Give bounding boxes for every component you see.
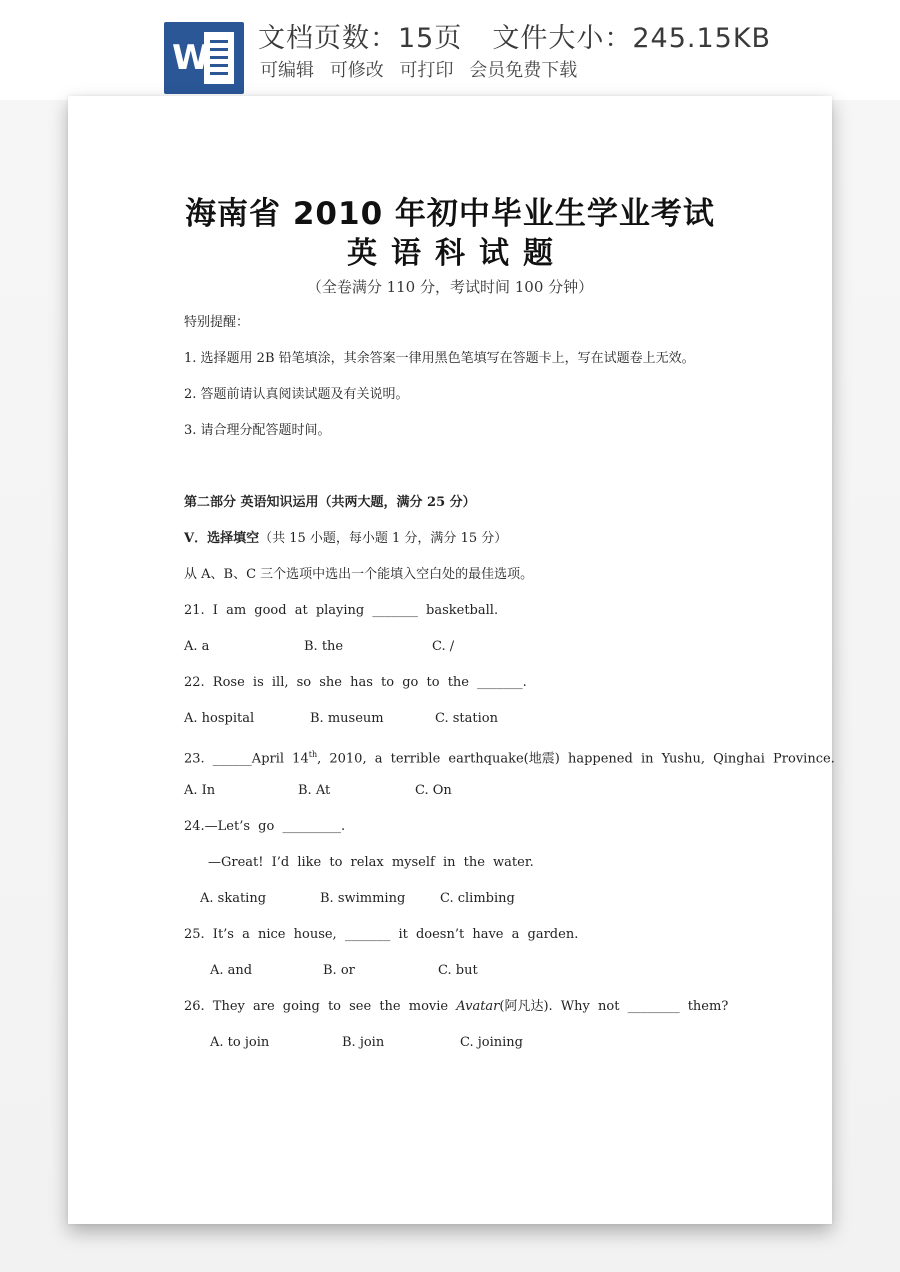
question-26-option-b: B. join (342, 1035, 385, 1050)
question-22-stem: 22. Rose is ill, so she has to go to the _______. (184, 675, 527, 690)
word-icon (164, 22, 244, 94)
document-title: 海南省 2010 年初中毕业生学业考试 (185, 196, 715, 232)
question-25-option-a: A. and (210, 963, 253, 978)
section-label: V．选择填空 (184, 531, 260, 546)
question-21-stem: 21. I am good at playing _______ basketball. (184, 603, 499, 618)
reminder-heading: 特别提醒： (184, 315, 250, 330)
feature-editable: 可编辑 (260, 60, 314, 81)
score-note: （全卷满分 110 分，考试时间 100 分钟） (306, 278, 594, 296)
question-23-option-b: B. At (298, 783, 331, 798)
reminder-1: 1. 选择题用 2B 铅笔填涂，其余答案一律用黑色笔填写在答题卡上，写在试题卷上无效。 (184, 351, 695, 366)
instruction: 从 A、B、C 三个选项中选出一个能填入空白处的最佳选项。 (184, 567, 534, 582)
feature-printable: 可打印 (399, 60, 454, 81)
section-note: （共 15 小题，每小题 1 分，满分 15 分） (259, 531, 508, 546)
question-24-option-c: C. climbing (440, 891, 515, 906)
question-23-superscript: th (308, 750, 318, 759)
question-26-stem-end: (阿凡达). Why not ________ them? (499, 999, 729, 1014)
feature-free-download: 会员免费下载 (469, 60, 578, 81)
question-26-movie-title: Avatar (456, 999, 500, 1014)
question-25-stem: 25. It’s a nice house, _______ it doesn’t have a garden. (184, 927, 579, 942)
question-24-option-a: A. skating (200, 891, 267, 906)
question-24-stem: 24.—Let’s go _________. (184, 819, 346, 834)
question-23-stem-start: 23. ______April 14 (184, 751, 309, 767)
question-22-option-b: B. museum (310, 711, 384, 726)
question-23-stem-end: , 2010, a terrible earthquake(地震) happened in Yushu, Qinghai Province. (317, 751, 835, 767)
question-21-option-a: A. a (184, 639, 210, 654)
question-22-option-c: C. station (435, 711, 498, 726)
document-subject: 英语科试题 (347, 236, 567, 271)
question-24-reply: —Great! I’d like to relax myself in the water. (208, 855, 534, 870)
question-23-option-a: A. In (184, 783, 216, 798)
question-22-option-a: A. hospital (184, 711, 255, 726)
section-heading (184, 530, 507, 548)
question-26-option-c: C. joining (460, 1035, 523, 1050)
part-heading: 第二部分 英语知识运用（共两大题，满分 25 分） (184, 495, 476, 510)
question-24-option-b: B. swimming (320, 891, 406, 906)
reminder-2: 2. 答题前请认真阅读试题及有关说明。 (184, 387, 409, 402)
word-letter: W (172, 38, 210, 78)
file-info (258, 16, 771, 55)
question-23-option-c: C. On (415, 783, 452, 798)
question-26-stem-start: 26. They are going to see the movie (184, 999, 457, 1014)
question-21-option-c: C. / (432, 639, 455, 654)
question-21-option-b: B. the (304, 639, 344, 654)
file-size: 文件大小：245.15KB (492, 23, 772, 54)
page-count: 文档页数：15页 (258, 23, 463, 54)
header-banner (0, 0, 900, 100)
reminder-3: 3. 请合理分配答题时间。 (184, 423, 331, 438)
question-26-option-a: A. to join (210, 1035, 270, 1050)
feature-list (260, 56, 577, 82)
question-23-stem (184, 746, 835, 768)
question-25-option-c: C. but (438, 963, 478, 978)
question-25-option-b: B. or (323, 963, 355, 978)
question-26-stem (184, 998, 728, 1016)
feature-modifiable: 可修改 (329, 60, 384, 81)
